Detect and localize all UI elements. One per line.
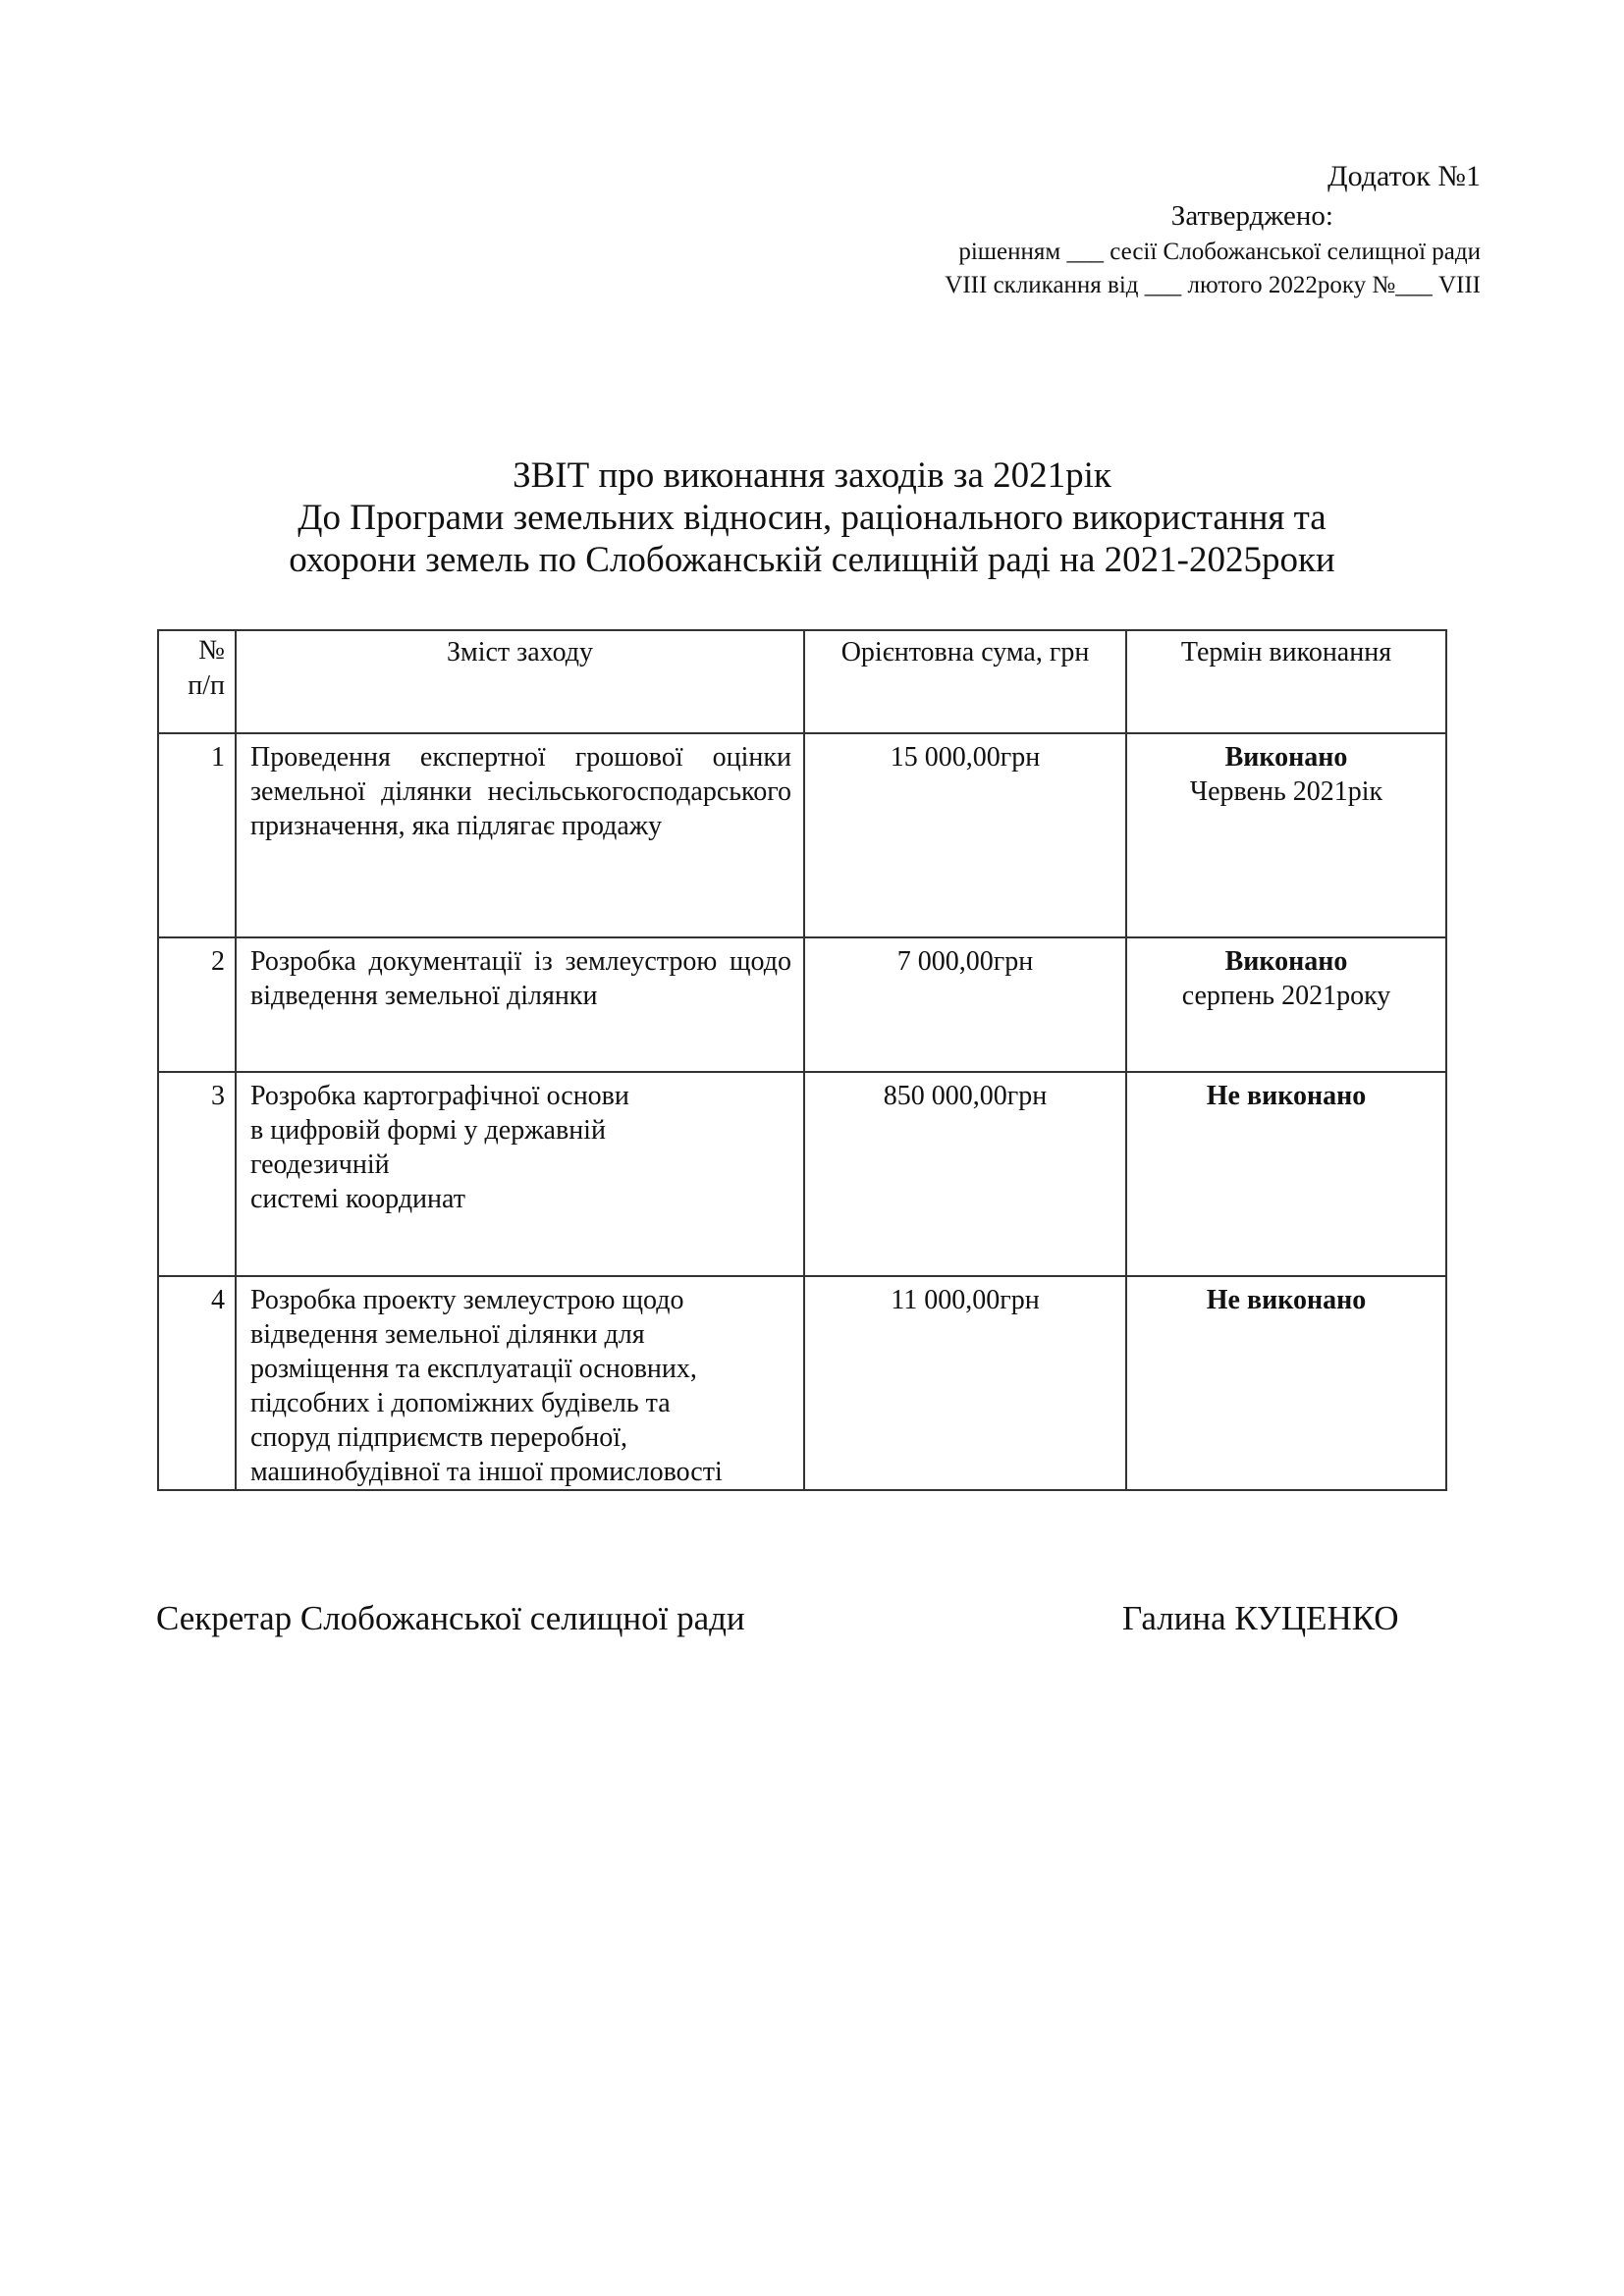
header-sum: Орієнтовна сума, грн xyxy=(804,630,1126,733)
header-content: Зміст заходу xyxy=(236,630,804,733)
approval-decision: рішенням ___ сесії Слобожанської селищної ради xyxy=(958,239,1481,265)
approved-label: Затверджено: xyxy=(1170,200,1333,232)
header-number xyxy=(158,630,236,733)
row-number: 4 xyxy=(158,1276,236,1490)
row-sum: 15 000,00грн xyxy=(804,733,1126,937)
row-number: 3 xyxy=(158,1072,236,1276)
table-header-row xyxy=(158,630,1446,733)
signatory-name: Галина КУЦЕНКО xyxy=(1122,1599,1399,1637)
measures-table xyxy=(157,629,1447,1491)
row-date: серпень 2021року xyxy=(1181,981,1391,1011)
table-row xyxy=(158,1276,1446,1490)
row-status: Виконано xyxy=(1224,742,1348,773)
header-number-symbol: № xyxy=(198,635,225,666)
header-number-abbr: п/п xyxy=(188,670,225,701)
approval-convocation: VIII скликання від ___ лютого 2022року №___ VIII xyxy=(945,272,1481,298)
row-content: Розробка проекту землеустрою щодо відведення земельної ділянки для розміщення та експлуатації основних, підсобних і допоміжних будівель та споруд підприємств переробної, машинобудівної та іншої промисловості xyxy=(236,1276,804,1490)
row-date: Червень 2021рік xyxy=(1189,776,1383,807)
table-row xyxy=(158,1072,1446,1276)
report-title-line-3: охорони земель по Слобожанській селищній раді на 2021-2025роки xyxy=(289,540,1335,580)
row-term xyxy=(1126,1072,1446,1276)
row-term xyxy=(1126,733,1446,937)
report-title-line-2: До Програми земельних відносин, раціонального використання та xyxy=(298,498,1326,538)
header-term: Термін виконання xyxy=(1126,630,1446,733)
approval-block xyxy=(945,157,1481,302)
row-number: 1 xyxy=(158,733,236,937)
row-sum: 7 000,00грн xyxy=(804,937,1126,1072)
row-number: 2 xyxy=(158,937,236,1072)
table-row xyxy=(158,937,1446,1072)
row-content: Розробка картографічної основи в цифровій формі у державній геодезичній системі координат xyxy=(236,1072,804,1276)
row-status: Не виконано xyxy=(1206,1285,1367,1315)
report-title-line-1: ЗВІТ про виконання заходів за 2021рік xyxy=(513,455,1111,496)
row-sum: 11 000,00грн xyxy=(804,1276,1126,1490)
row-term xyxy=(1126,1276,1446,1490)
row-sum: 850 000,00грн xyxy=(804,1072,1126,1276)
row-term xyxy=(1126,937,1446,1072)
report-title xyxy=(0,454,1624,581)
table-row xyxy=(158,733,1446,937)
row-content: Проведення експертної грошової оцінки земельної ділянки несільськогосподарського призначення, яка підлягає продажу xyxy=(236,733,804,937)
appendix-number: Додаток №1 xyxy=(1327,160,1481,192)
row-status: Виконано xyxy=(1224,946,1348,977)
signatory-position: Секретар Слобожанської селищної ради xyxy=(156,1599,745,1637)
row-status: Не виконано xyxy=(1206,1081,1367,1111)
row-content: Розробка документації із землеустрою щодо відведення земельної ділянки xyxy=(236,937,804,1072)
